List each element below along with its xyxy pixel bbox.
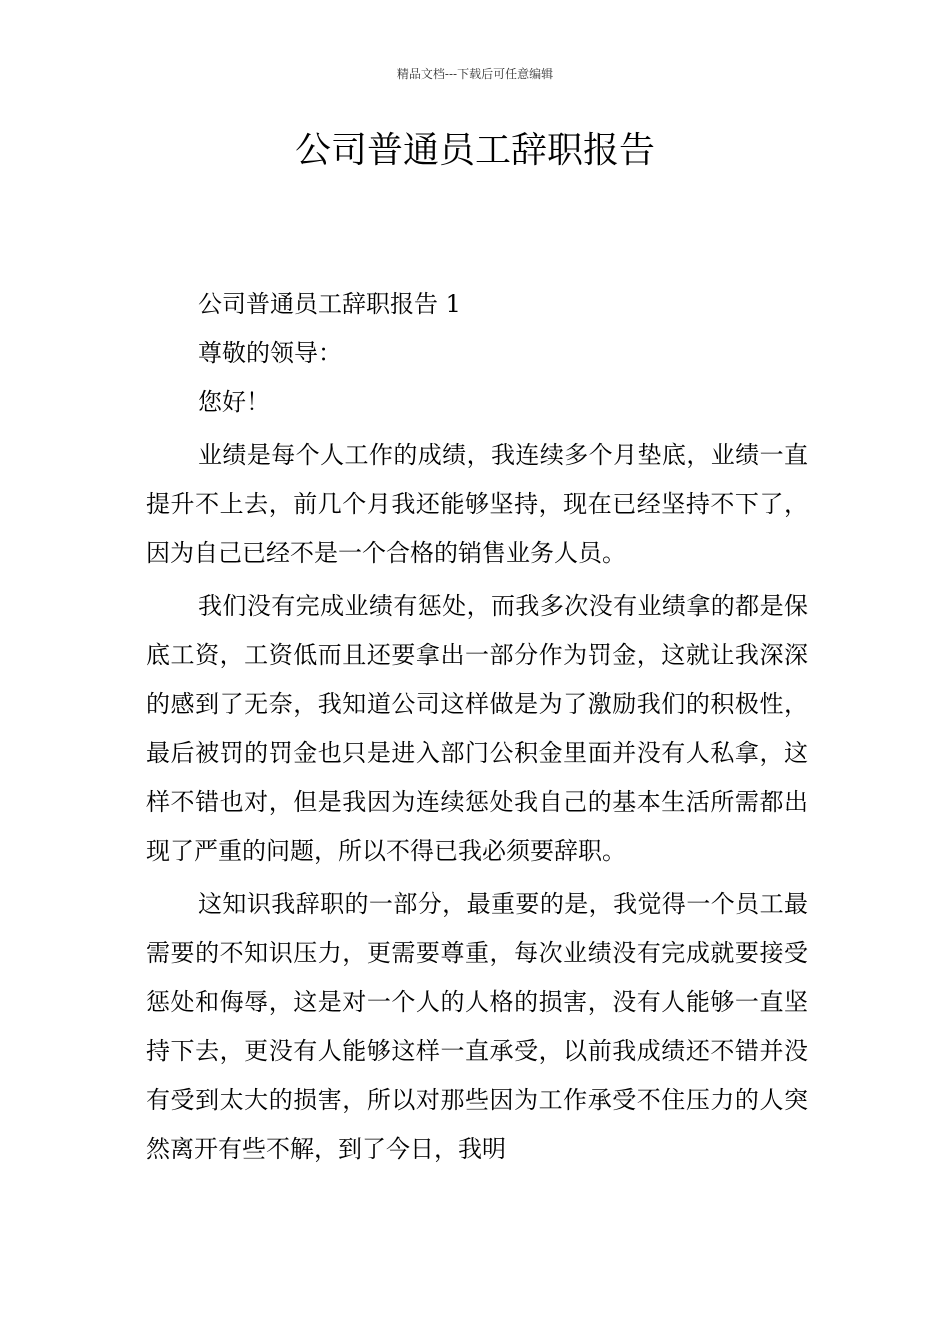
document-body [146,280,808,1174]
paragraph-respect: 这知识我辞职的一部分，最重要的是，我觉得一个员工最需要的不知识压力，更需要尊重，每次业绩没有完成就要接受惩处和侮辱，这是对一个人的人格的损害，没有人能够一直坚持下去，更没有人能够这样一直承受，以前我成绩还不错并没有受到太大的损害，所以对那些因为工作承受不住压力的人突然离开有些不解，到了今日，我明 [146,890,808,1163]
section-heading: 公司普通员工辞职报告 1 [198,290,461,318]
salutation: 尊敬的领导： [198,339,342,367]
header-note: 精品文档---下载后可任意编辑 [396,67,554,81]
paragraph-penalty: 我们没有完成业绩有惩处，而我多次没有业绩拿的都是保底工资，工资低而且还要拿出一部分作为罚金，这就让我深深的感到了无奈，我知道公司这样做是为了激励我们的积极性，最后被罚的罚金也只是进入部门公积金里面并没有人私拿，这样不错也对，但是我因为连续惩处我自己的基本生活所需都出现了严重的问题，所以不得已我必须要辞职。 [146,592,808,865]
paragraph-performance: 业绩是每个人工作的成绩，我连续多个月垫底，业绩一直提升不上去，前几个月我还能够坚持，现在已经坚持不下了，因为自己已经不是一个合格的销售业务人员。 [146,441,808,567]
greeting: 您好！ [198,388,270,416]
document-title: 公司普通员工辞职报告 [294,130,655,171]
